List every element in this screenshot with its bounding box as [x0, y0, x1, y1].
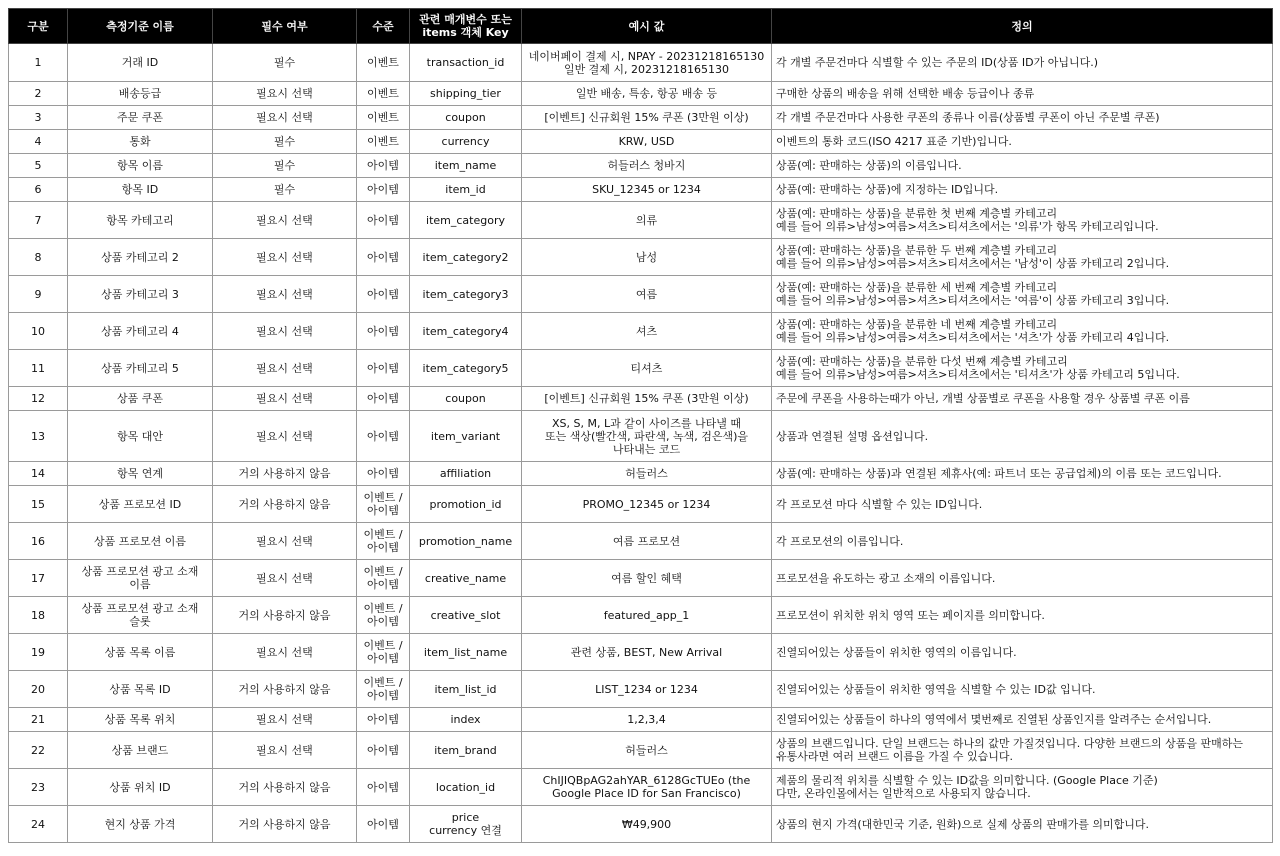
cell-no: 20	[9, 671, 68, 708]
cell-example: KRW, USD	[522, 130, 772, 154]
table-row	[9, 523, 1273, 560]
cell-key: location_id	[410, 769, 522, 806]
table-row	[9, 239, 1273, 276]
cell-required: 필요시 선택	[213, 560, 357, 597]
cell-key: index	[410, 708, 522, 732]
cell-required: 필요시 선택	[213, 732, 357, 769]
cell-required: 필요시 선택	[213, 387, 357, 411]
cell-key: transaction_id	[410, 44, 522, 82]
cell-required: 필요시 선택	[213, 411, 357, 462]
table-row	[9, 350, 1273, 387]
cell-level: 아이템	[357, 806, 410, 843]
cell-key: creative_name	[410, 560, 522, 597]
cell-no: 5	[9, 154, 68, 178]
cell-required: 필요시 선택	[213, 523, 357, 560]
table-row	[9, 106, 1273, 130]
col-header-level: 수준	[357, 9, 410, 44]
cell-definition: 상품의 현지 가격(대한민국 기준, 원화)으로 실제 상품의 판매가를 의미합니다.	[772, 806, 1273, 843]
cell-level: 이벤트	[357, 130, 410, 154]
cell-definition: 각 프로모션 마다 식별할 수 있는 ID입니다.	[772, 486, 1273, 523]
cell-no: 13	[9, 411, 68, 462]
cell-key: item_category2	[410, 239, 522, 276]
table-row	[9, 732, 1273, 769]
cell-level: 아이템	[357, 154, 410, 178]
cell-level: 아이템	[357, 462, 410, 486]
cell-required: 필수	[213, 178, 357, 202]
cell-level: 이벤트 / 아이템	[357, 486, 410, 523]
cell-definition: 주문에 쿠폰을 사용하는때가 아닌, 개별 상품별로 쿠폰을 사용할 경우 상품별 쿠폰 이름	[772, 387, 1273, 411]
table-row	[9, 313, 1273, 350]
cell-definition: 프로모션이 위치한 위치 영역 또는 페이지를 의미합니다.	[772, 597, 1273, 634]
cell-example: 관련 상품, BEST, New Arrival	[522, 634, 772, 671]
cell-name: 상품 브랜드	[68, 732, 213, 769]
cell-no: 24	[9, 806, 68, 843]
cell-example: 여름 프로모션	[522, 523, 772, 560]
cell-definition: 프로모션을 유도하는 광고 소재의 이름입니다.	[772, 560, 1273, 597]
cell-level: 아이템	[357, 239, 410, 276]
cell-example: 허들러스	[522, 462, 772, 486]
cell-level: 아이템	[357, 708, 410, 732]
cell-required: 필수	[213, 154, 357, 178]
cell-example: featured_app_1	[522, 597, 772, 634]
cell-key: item_category5	[410, 350, 522, 387]
cell-level: 아이템	[357, 276, 410, 313]
cell-name: 상품 프로모션 ID	[68, 486, 213, 523]
cell-name: 상품 위치 ID	[68, 769, 213, 806]
cell-name: 상품 프로모션 광고 소재 슬롯	[68, 597, 213, 634]
cell-key: item_name	[410, 154, 522, 178]
cell-level: 이벤트 / 아이템	[357, 523, 410, 560]
header-row	[9, 9, 1273, 44]
table-row	[9, 44, 1273, 82]
cell-example: LIST_1234 or 1234	[522, 671, 772, 708]
cell-required: 거의 사용하지 않음	[213, 671, 357, 708]
cell-definition: 상품(예: 판매하는 상품)과 연결된 제휴사(예: 파트너 또는 공급업체)의 이름 또는 코드입니다.	[772, 462, 1273, 486]
cell-required: 거의 사용하지 않음	[213, 462, 357, 486]
cell-example: 남성	[522, 239, 772, 276]
table-row	[9, 178, 1273, 202]
cell-name: 항목 카테고리	[68, 202, 213, 239]
cell-key: shipping_tier	[410, 82, 522, 106]
cell-required: 필요시 선택	[213, 202, 357, 239]
col-header-definition: 정의	[772, 9, 1273, 44]
cell-definition: 상품(예: 판매하는 상품)을 분류한 세 번째 계층별 카테고리 예를 들어 의류>남성>여름>셔츠>티셔츠에서는 '여름'이 상품 카테고리 3입니다.	[772, 276, 1273, 313]
cell-key: item_category3	[410, 276, 522, 313]
cell-no: 10	[9, 313, 68, 350]
cell-key: coupon	[410, 387, 522, 411]
cell-key: promotion_name	[410, 523, 522, 560]
cell-level: 아이템	[357, 350, 410, 387]
cell-no: 23	[9, 769, 68, 806]
cell-name: 항목 대안	[68, 411, 213, 462]
cell-definition: 상품(예: 판매하는 상품)을 분류한 네 번째 계층별 카테고리 예를 들어 의류>남성>여름>셔츠>티셔츠에서는 '셔츠'가 상품 카테고리 4입니다.	[772, 313, 1273, 350]
cell-key: affiliation	[410, 462, 522, 486]
cell-example: 허들러스	[522, 732, 772, 769]
cell-required: 필요시 선택	[213, 106, 357, 130]
cell-name: 통화	[68, 130, 213, 154]
cell-required: 거의 사용하지 않음	[213, 806, 357, 843]
cell-key: currency	[410, 130, 522, 154]
cell-name: 주문 쿠폰	[68, 106, 213, 130]
cell-example: 여름 할인 혜택	[522, 560, 772, 597]
table-row	[9, 154, 1273, 178]
cell-name: 배송등급	[68, 82, 213, 106]
cell-required: 필요시 선택	[213, 239, 357, 276]
cell-no: 8	[9, 239, 68, 276]
cell-level: 이벤트	[357, 82, 410, 106]
cell-level: 아이템	[357, 769, 410, 806]
cell-example: 여름	[522, 276, 772, 313]
table-row	[9, 806, 1273, 843]
cell-level: 아이템	[357, 178, 410, 202]
cell-no: 4	[9, 130, 68, 154]
cell-example: 일반 배송, 특송, 항공 배송 등	[522, 82, 772, 106]
cell-no: 19	[9, 634, 68, 671]
table-row	[9, 560, 1273, 597]
cell-no: 15	[9, 486, 68, 523]
cell-definition: 상품(예: 판매하는 상품)을 분류한 다섯 번째 계층별 카테고리 예를 들어 의류>남성>여름>셔츠>티셔츠에서는 '티셔츠'가 상품 카테고리 5입니다.	[772, 350, 1273, 387]
cell-name: 상품 카테고리 3	[68, 276, 213, 313]
cell-definition: 구매한 상품의 배송을 위해 선택한 배송 등급이나 종류	[772, 82, 1273, 106]
cell-example: 허들러스 청바지	[522, 154, 772, 178]
col-header-name: 측정기준 이름	[68, 9, 213, 44]
cell-required: 필요시 선택	[213, 708, 357, 732]
cell-required: 필요시 선택	[213, 276, 357, 313]
cell-level: 이벤트 / 아이템	[357, 671, 410, 708]
cell-level: 아이템	[357, 411, 410, 462]
cell-name: 현지 상품 가격	[68, 806, 213, 843]
cell-required: 거의 사용하지 않음	[213, 769, 357, 806]
cell-key: item_category4	[410, 313, 522, 350]
cell-required: 거의 사용하지 않음	[213, 486, 357, 523]
table-row	[9, 597, 1273, 634]
cell-level: 아이템	[357, 202, 410, 239]
cell-example: ₩49,900	[522, 806, 772, 843]
col-header-key: 관련 매개변수 또는 items 객체 Key	[410, 9, 522, 44]
table-row	[9, 387, 1273, 411]
cell-level: 이벤트 / 아이템	[357, 560, 410, 597]
cell-example: 티셔츠	[522, 350, 772, 387]
cell-level: 아이템	[357, 387, 410, 411]
table-row	[9, 708, 1273, 732]
cell-required: 필요시 선택	[213, 82, 357, 106]
table-row	[9, 276, 1273, 313]
cell-name: 상품 쿠폰	[68, 387, 213, 411]
cell-level: 이벤트	[357, 44, 410, 82]
table-row	[9, 634, 1273, 671]
cell-no: 9	[9, 276, 68, 313]
cell-no: 6	[9, 178, 68, 202]
cell-definition: 진열되어있는 상품들이 하나의 영역에서 몇번째로 진열된 상품인지를 알려주는 순서입니다.	[772, 708, 1273, 732]
table-row	[9, 486, 1273, 523]
cell-key: item_brand	[410, 732, 522, 769]
cell-no: 16	[9, 523, 68, 560]
cell-name: 상품 목록 ID	[68, 671, 213, 708]
cell-name: 상품 카테고리 2	[68, 239, 213, 276]
cell-no: 12	[9, 387, 68, 411]
table-row	[9, 411, 1273, 462]
cell-key: promotion_id	[410, 486, 522, 523]
cell-name: 상품 카테고리 5	[68, 350, 213, 387]
cell-example: ChIJIQBpAG2ahYAR_6128GcTUEo (the Google Place ID for San Francisco)	[522, 769, 772, 806]
cell-example: [이벤트] 신규회원 15% 쿠폰 (3만원 이상)	[522, 106, 772, 130]
cell-required: 거의 사용하지 않음	[213, 597, 357, 634]
cell-level: 이벤트 / 아이템	[357, 634, 410, 671]
cell-key: creative_slot	[410, 597, 522, 634]
cell-no: 21	[9, 708, 68, 732]
cell-definition: 상품(예: 판매하는 상품)의 이름입니다.	[772, 154, 1273, 178]
cell-example: [이벤트] 신규회원 15% 쿠폰 (3만원 이상)	[522, 387, 772, 411]
cell-no: 18	[9, 597, 68, 634]
cell-no: 17	[9, 560, 68, 597]
cell-definition: 각 개별 주문건마다 식별할 수 있는 주문의 ID(상품 ID가 아닙니다.)	[772, 44, 1273, 82]
cell-definition: 상품(예: 판매하는 상품)을 분류한 첫 번째 계층별 카테고리 예를 들어 의류>남성>여름>셔츠>티셔츠에서는 '의류'가 항목 카테고리입니다.	[772, 202, 1273, 239]
cell-definition: 각 개별 주문건마다 사용한 쿠폰의 종류나 이름(상품별 쿠폰이 아닌 주문별 쿠폰)	[772, 106, 1273, 130]
cell-no: 11	[9, 350, 68, 387]
cell-example: XS, S, M, L과 같이 사이즈를 나타낼 때 또는 색상(빨간색, 파란색, 녹색, 검은색)을 나타내는 코드	[522, 411, 772, 462]
cell-level: 이벤트	[357, 106, 410, 130]
table-row	[9, 671, 1273, 708]
cell-no: 7	[9, 202, 68, 239]
cell-example: 1,2,3,4	[522, 708, 772, 732]
cell-level: 아이템	[357, 313, 410, 350]
cell-name: 항목 ID	[68, 178, 213, 202]
cell-key: item_list_id	[410, 671, 522, 708]
spec-table	[8, 8, 1273, 843]
cell-definition: 제품의 물리적 위치를 식별할 수 있는 ID값을 의미합니다. (Google Place 기준) 다만, 온라인몰에서는 일반적으로 사용되지 않습니다.	[772, 769, 1273, 806]
cell-required: 필요시 선택	[213, 634, 357, 671]
cell-definition: 진열되어있는 상품들이 위치한 영역을 식별할 수 있는 ID값 입니다.	[772, 671, 1273, 708]
cell-name: 상품 목록 위치	[68, 708, 213, 732]
cell-no: 2	[9, 82, 68, 106]
table-row	[9, 769, 1273, 806]
cell-required: 필수	[213, 130, 357, 154]
cell-name: 항목 연계	[68, 462, 213, 486]
cell-definition: 각 프로모션의 이름입니다.	[772, 523, 1273, 560]
cell-example: PROMO_12345 or 1234	[522, 486, 772, 523]
cell-definition: 진열되어있는 상품들이 위치한 영역의 이름입니다.	[772, 634, 1273, 671]
cell-required: 필요시 선택	[213, 350, 357, 387]
cell-example: SKU_12345 or 1234	[522, 178, 772, 202]
cell-name: 항목 이름	[68, 154, 213, 178]
cell-no: 3	[9, 106, 68, 130]
col-header-no: 구분	[9, 9, 68, 44]
cell-definition: 상품의 브랜드입니다. 단일 브랜드는 하나의 값만 가질것입니다. 다양한 브랜드의 상품을 판매하는 유통사라면 여러 브랜드 이름을 가질 수 있습니다.	[772, 732, 1273, 769]
cell-key: item_id	[410, 178, 522, 202]
col-header-required: 필수 여부	[213, 9, 357, 44]
col-header-example: 예시 값	[522, 9, 772, 44]
table-row	[9, 82, 1273, 106]
cell-no: 14	[9, 462, 68, 486]
cell-name: 상품 목록 이름	[68, 634, 213, 671]
cell-definition: 상품(예: 판매하는 상품)을 분류한 두 번째 계층별 카테고리 예를 들어 의류>남성>여름>셔츠>티셔츠에서는 '남성'이 상품 카테고리 2입니다.	[772, 239, 1273, 276]
cell-no: 1	[9, 44, 68, 82]
cell-key: item_category	[410, 202, 522, 239]
cell-definition: 상품과 연결된 설명 옵션입니다.	[772, 411, 1273, 462]
table-row	[9, 130, 1273, 154]
cell-example: 네이버페이 결제 시, NPAY - 20231218165130 일반 결제 시, 20231218165130	[522, 44, 772, 82]
cell-example: 셔츠	[522, 313, 772, 350]
cell-level: 이벤트 / 아이템	[357, 597, 410, 634]
cell-name: 상품 프로모션 광고 소재 이름	[68, 560, 213, 597]
cell-name: 상품 카테고리 4	[68, 313, 213, 350]
cell-required: 필요시 선택	[213, 313, 357, 350]
cell-definition: 이벤트의 통화 코드(ISO 4217 표준 기반)입니다.	[772, 130, 1273, 154]
cell-key: price currency 연결	[410, 806, 522, 843]
table-row	[9, 202, 1273, 239]
cell-name: 상품 프로모션 이름	[68, 523, 213, 560]
cell-definition: 상품(예: 판매하는 상품)에 지정하는 ID입니다.	[772, 178, 1273, 202]
cell-required: 필수	[213, 44, 357, 82]
cell-key: coupon	[410, 106, 522, 130]
table-row	[9, 462, 1273, 486]
cell-level: 아이템	[357, 732, 410, 769]
cell-example: 의류	[522, 202, 772, 239]
cell-key: item_list_name	[410, 634, 522, 671]
cell-name: 거래 ID	[68, 44, 213, 82]
cell-no: 22	[9, 732, 68, 769]
cell-key: item_variant	[410, 411, 522, 462]
